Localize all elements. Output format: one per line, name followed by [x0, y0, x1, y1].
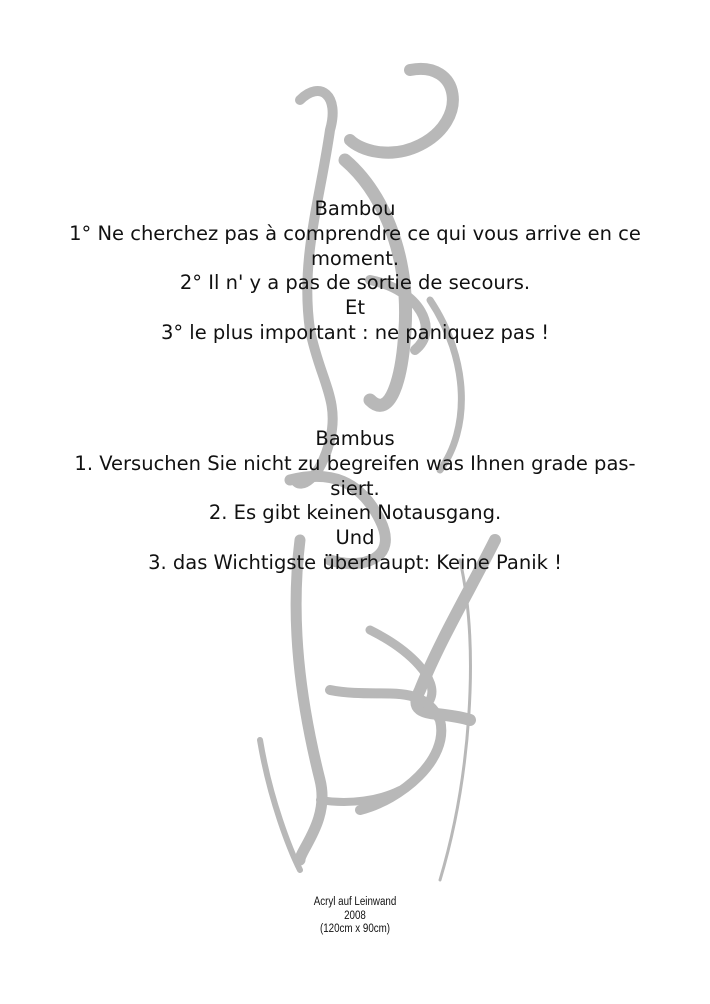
french-line: 1° Ne cherchez pas à comprendre ce qui vous arrive en ce — [69, 221, 641, 245]
german-line: siert. — [330, 476, 380, 500]
german-text-block — [0, 427, 710, 576]
french-line: 2° Il n' y a pas de sortie de secours. — [179, 271, 531, 295]
caption-year: 2008 — [344, 909, 366, 922]
german-line: 2. Es gibt keinen Notausgang. — [208, 501, 502, 525]
german-line: 3. das Wichtigste überhaupt: Keine Panik ! — [148, 550, 562, 574]
french-text-block — [0, 197, 710, 346]
german-line: 1. Versuchen Sie nicht zu begreifen was Ihnen grade pas- — [74, 451, 636, 475]
artwork-caption — [53, 896, 657, 937]
german-title: Bambus — [315, 427, 395, 450]
caption-medium: Acryl auf Leinwand — [313, 896, 397, 908]
french-line: 3° le plus important : ne paniquez pas ! — [160, 320, 550, 344]
caption-size: (120cm x 90cm) — [319, 923, 391, 935]
french-title: Bambou — [314, 197, 396, 220]
french-line: Et — [345, 296, 365, 320]
french-line: moment. — [310, 246, 400, 270]
german-line: Und — [335, 526, 375, 550]
